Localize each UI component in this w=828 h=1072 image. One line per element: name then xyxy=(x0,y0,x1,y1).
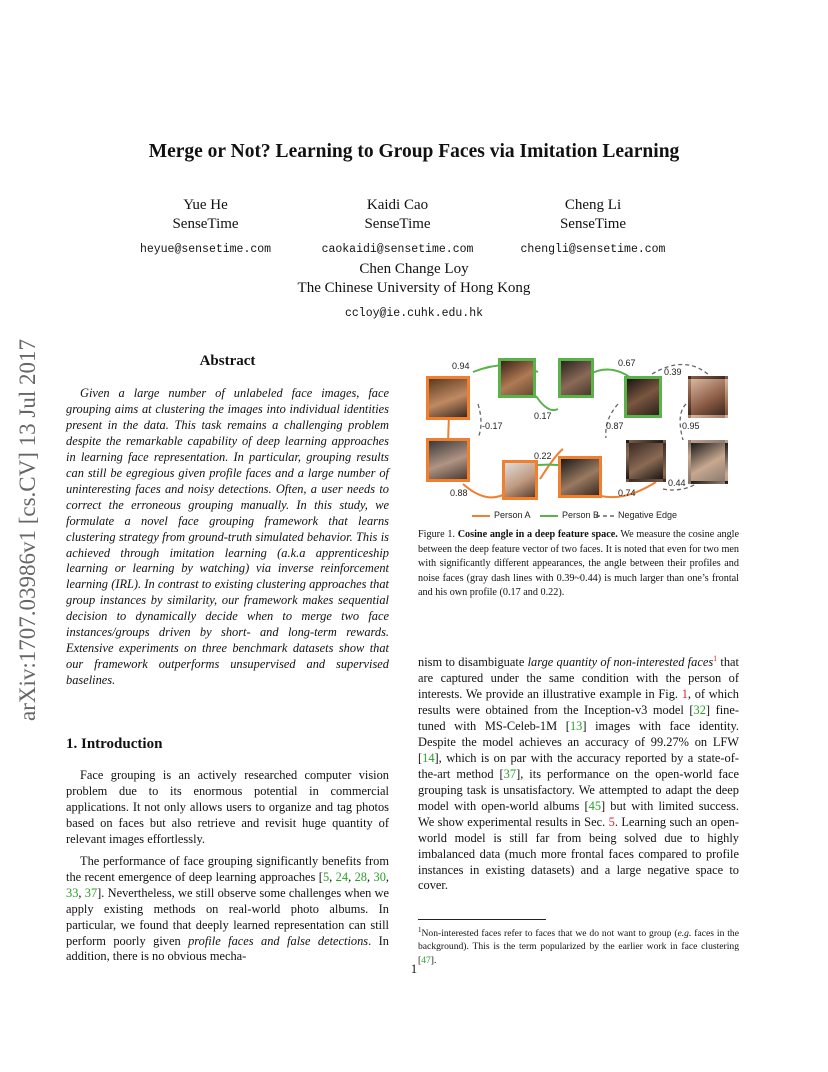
author-name: Yue He xyxy=(183,197,228,213)
citation-link[interactable]: 14 xyxy=(422,750,435,765)
body-paragraph: nism to disambiguate large quantity of non-interested faces$^1$ that are captured under the same condition with the person of interests. We provide an illustrative example in Fig. 1, of which results were obtained from the Inception-v3 model [32] fine-tuned with MS-Celeb-1M [13] images with face identity. Despite the model achieves an accuracy of 99.27% on LFW [14], which is on par with the accuracy reported by a state-of-the-art method [37], its performance on the open-world face grouping task is unsatisfactory. We attempted to adapt the deep model with open-world albums [45] but with limited success. We show experimental results in Sec. 5. Learning such an open-world model is still far from being solved due to highly imbalanced data (much more frontal faces compared to profile instances in existing datasets) and a large negative space to cover. xyxy=(418,654,739,893)
author-block xyxy=(300,196,495,259)
face-thumbnail xyxy=(688,440,728,484)
face-thumbnail xyxy=(558,358,594,398)
citation-link[interactable]: 33 xyxy=(66,885,79,900)
figure-caption: Figure 1. Cosine angle in a deep feature space. We measure the cosine angle between the deep feature vector of two faces. It is noted that even for two men with significantly different appearances, the angle between their profiles and noise faces (gray dash lines with 0.39~0.44) is much larger than one’s frontal and his own profile (0.17 and 0.22). xyxy=(418,529,740,598)
face-thumbnail xyxy=(498,358,536,398)
author-email: caokaidi@sensetime.com xyxy=(321,243,474,256)
section-heading-introduction: 1. Introduction xyxy=(66,736,163,752)
edge-label: -0.17 xyxy=(482,421,503,431)
edge-label: 0.95 xyxy=(682,421,700,431)
author-block xyxy=(138,196,273,259)
figure-ref-link[interactable]: 1 xyxy=(681,687,688,702)
citation-link[interactable]: 5 xyxy=(322,869,330,884)
author-block xyxy=(508,196,678,259)
author-name: Cheng Li xyxy=(564,197,622,213)
arxiv-stamp xyxy=(8,300,48,760)
edge-label: 0.87 xyxy=(606,421,624,431)
citation-link[interactable]: 30 xyxy=(373,869,386,884)
edge-label: 0.94 xyxy=(452,361,470,371)
edge-label: 0.44 xyxy=(668,478,686,488)
edge-label: 0.22 xyxy=(534,451,552,461)
edge-person-b xyxy=(536,396,558,410)
section-ref-link[interactable]: 5 xyxy=(608,814,615,829)
citation-link[interactable]: 13 xyxy=(569,718,583,733)
author-email: chengli@sensetime.com xyxy=(520,243,666,256)
intro-paragraph-2: The performance of face grouping significantly benefits from the recent emergence of deep learning approaches [5, 24, 28, 30, 33, 37]. Nevertheless, we still observe some challenges when we apply existing methods on real-world photo albums. In particular, we found that deeply learned representation can still perform poorly given profile faces and false detections. In addition, there is no obvious mecha- xyxy=(66,853,390,964)
intro-column xyxy=(66,768,389,965)
citation-link[interactable]: 37 xyxy=(84,885,98,900)
face-thumbnail xyxy=(688,376,728,418)
intro-paragraph-1: Face grouping is an actively researched computer vision problem due to its enormous potential in commercial applications. It not only allows users to organize and tag photos based on faces but also retrieve and revisit huge quantity of relevant images effortlessly. xyxy=(66,768,389,846)
face-thumbnail xyxy=(624,376,662,418)
paper-title: Merge or Not? Learning to Group Faces via Imitation Learning xyxy=(148,141,680,162)
arxiv-id: arXiv:1707.03986v1 [cs.CV] 13 Jul 2017 xyxy=(15,338,40,722)
footnote: $^1$Non-interested faces refer to faces that we do not want to group (e.g. faces in the background). This is the term popularized by the earlier work in face clustering [47]. xyxy=(418,926,739,966)
author-affiliation: SenseTime xyxy=(172,216,239,232)
edge-label: 0.67 xyxy=(618,358,636,368)
legend-person-b: Person B xyxy=(562,510,600,520)
face-thumbnail xyxy=(502,460,538,500)
edge-label: 0.39 xyxy=(664,367,682,377)
author-name: Chen Change Loy xyxy=(359,261,469,277)
legend-person-a: Person A xyxy=(494,510,531,520)
citation-link[interactable]: 37 xyxy=(503,766,517,781)
edge-label: 0.74 xyxy=(618,488,636,498)
right-column-text xyxy=(418,651,739,894)
abstract-text: Given a large number of unlabeled face images, face grouping aims at clustering the images into individual identities present in the data. This task remains a challenging problem despite the remarkable capability of deep learning approaches in learning face representation. In particular, grouping results can still be egregious given profile faces and a large number of uninteresting faces and noisy detections. Often, a user needs to correct the erroneous grouping manually. In this study, we formulate a novel face grouping framework that learns clustering strategy from ground-truth simulated behavior. This is achieved through imitation learning (a.k.a apprenticeship learning or learning by watching) via inverse reinforcement learning (IRL). In contrast to existing clustering approaches that group instances by similarity, our framework makes sequential decision to dynamically decide when to merge two face instances/groups driven by short- and long-term rewards. Extensive experiments on three benchmark datasets show that our framework outperforms unsupervised and supervised baselines. xyxy=(66,386,389,688)
edge-label: 0.17 xyxy=(534,411,552,421)
face-thumbnail xyxy=(558,456,602,498)
author-affiliation: SenseTime xyxy=(559,216,627,232)
face-thumbnail xyxy=(426,438,470,482)
page-number: 1 xyxy=(410,962,418,976)
author-affiliation: SenseTime xyxy=(364,216,431,232)
author-name: Kaidi Cao xyxy=(366,197,429,213)
face-thumbnail xyxy=(426,376,470,420)
author-affiliation: The Chinese University of Hong Kong xyxy=(297,280,531,296)
edge-label: 0.88 xyxy=(450,488,468,498)
citation-link[interactable]: 32 xyxy=(693,702,706,717)
author-block xyxy=(214,260,614,323)
edge-negative xyxy=(478,404,481,438)
citation-link[interactable]: 45 xyxy=(588,798,602,813)
figure-1 xyxy=(418,354,740,524)
author-email: heyue@sensetime.com xyxy=(139,243,272,256)
citation-link[interactable]: 28 xyxy=(354,869,367,884)
citation-link[interactable]: 47 xyxy=(421,954,431,966)
face-thumbnail xyxy=(626,440,666,482)
abstract-heading: Abstract xyxy=(199,353,256,369)
footnote-mark[interactable]: 1 xyxy=(713,654,718,663)
citation-link[interactable]: 24 xyxy=(335,869,349,884)
legend-negative-edge: Negative Edge xyxy=(618,510,678,520)
author-email: ccloy@ie.cuhk.edu.hk xyxy=(344,307,484,320)
footnote-rule xyxy=(418,919,546,920)
